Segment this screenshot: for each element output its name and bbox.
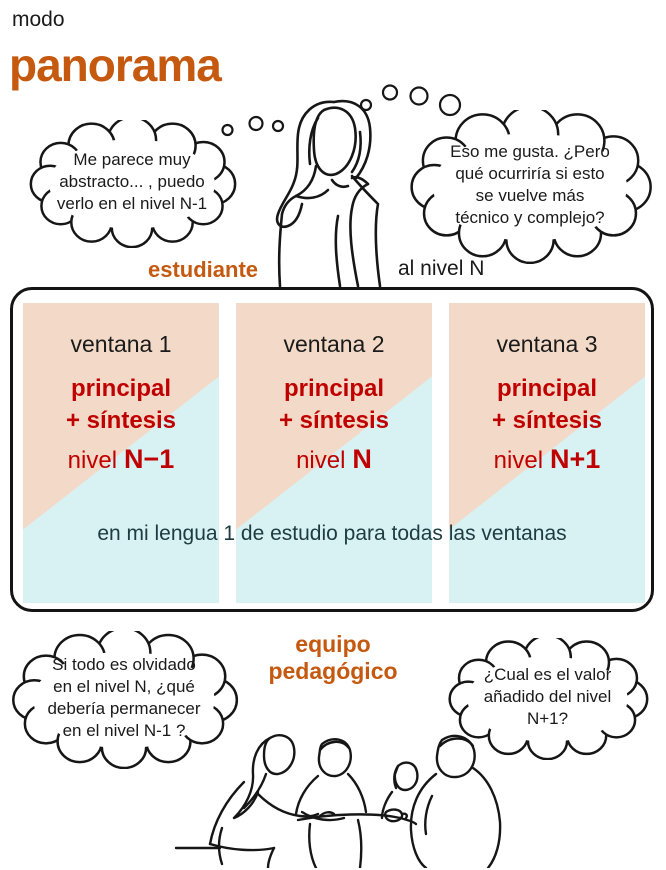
bubble-text — [406, 110, 654, 264]
bubble-line: qué ocurriría si esto — [455, 164, 605, 183]
bubble-line: abstracto... , puedo — [59, 172, 205, 191]
bubble-line: ¿Cual es el valor — [483, 665, 612, 684]
thought-bubble-student-right — [406, 110, 654, 264]
level-word: nivel — [67, 447, 118, 474]
level-value: N — [352, 444, 372, 474]
bubble-line: Si todo es olvidado — [52, 655, 196, 674]
bubble-text — [445, 638, 650, 760]
panel-window-title: ventana 2 — [283, 331, 385, 357]
panel-main-line: + síntesis — [491, 407, 603, 434]
panel-main-line: principal — [70, 375, 172, 402]
label-equipo-line: equipo — [295, 631, 371, 657]
panel-main-line: + síntesis — [65, 407, 177, 434]
bubble-text — [26, 120, 238, 248]
label-al-nivel-n: al nivel N — [398, 257, 485, 280]
level-word: nivel — [493, 447, 544, 474]
bubble-line: en el nivel N, ¿qué — [53, 677, 195, 696]
panel-ventana-3 — [449, 303, 645, 603]
level-word: nivel — [296, 447, 346, 474]
label-equipo-line: pedagógico — [268, 658, 398, 684]
panel-window-title: ventana 3 — [496, 331, 598, 357]
panel-level — [449, 444, 645, 475]
panel-level — [23, 444, 219, 475]
panel-window-title: ventana 1 — [70, 331, 172, 357]
panel-main-text — [23, 373, 219, 437]
panel-main-text — [449, 373, 645, 437]
panel-main-line: principal — [496, 375, 598, 402]
panel-main-text — [236, 373, 432, 437]
panel-main-line: + síntesis — [278, 407, 390, 434]
bubble-line: verlo en el nivel N-1 — [56, 194, 208, 213]
label-equipo-pedagogico — [233, 631, 433, 685]
bubble-line: añadido del nivel — [483, 687, 612, 706]
panel-ventana-1 — [23, 303, 219, 603]
bubble-line: en el nivel N-1 ? — [62, 721, 186, 740]
bubble-line: técnico y complejo? — [455, 208, 605, 227]
label-estudiante: estudiante — [148, 257, 259, 282]
bubble-line: debería permanecer — [47, 699, 201, 718]
panel-level — [236, 444, 432, 475]
page-title: panorama — [9, 39, 221, 91]
bubble-line: Me parece muy — [73, 150, 191, 169]
level-value: N+1 — [550, 444, 601, 474]
mode-label: modo — [12, 8, 65, 31]
thought-bubble-student-left — [26, 120, 238, 248]
board-footer-text: en mi lengua 1 de estudio para todas las ventanas — [97, 522, 567, 545]
panel-main-line: principal — [283, 375, 385, 402]
thought-bubble-team-left — [8, 631, 240, 769]
thought-bubble-team-right — [445, 638, 650, 760]
panel-ventana-2 — [236, 303, 432, 603]
bubble-text — [8, 631, 240, 769]
bubble-line: se vuelve más — [475, 186, 585, 205]
windows-board — [10, 287, 654, 612]
level-value: N−1 — [124, 444, 175, 474]
bubble-line: Eso me gusta. ¿Pero — [450, 142, 610, 161]
bubble-line: N+1? — [526, 709, 569, 728]
